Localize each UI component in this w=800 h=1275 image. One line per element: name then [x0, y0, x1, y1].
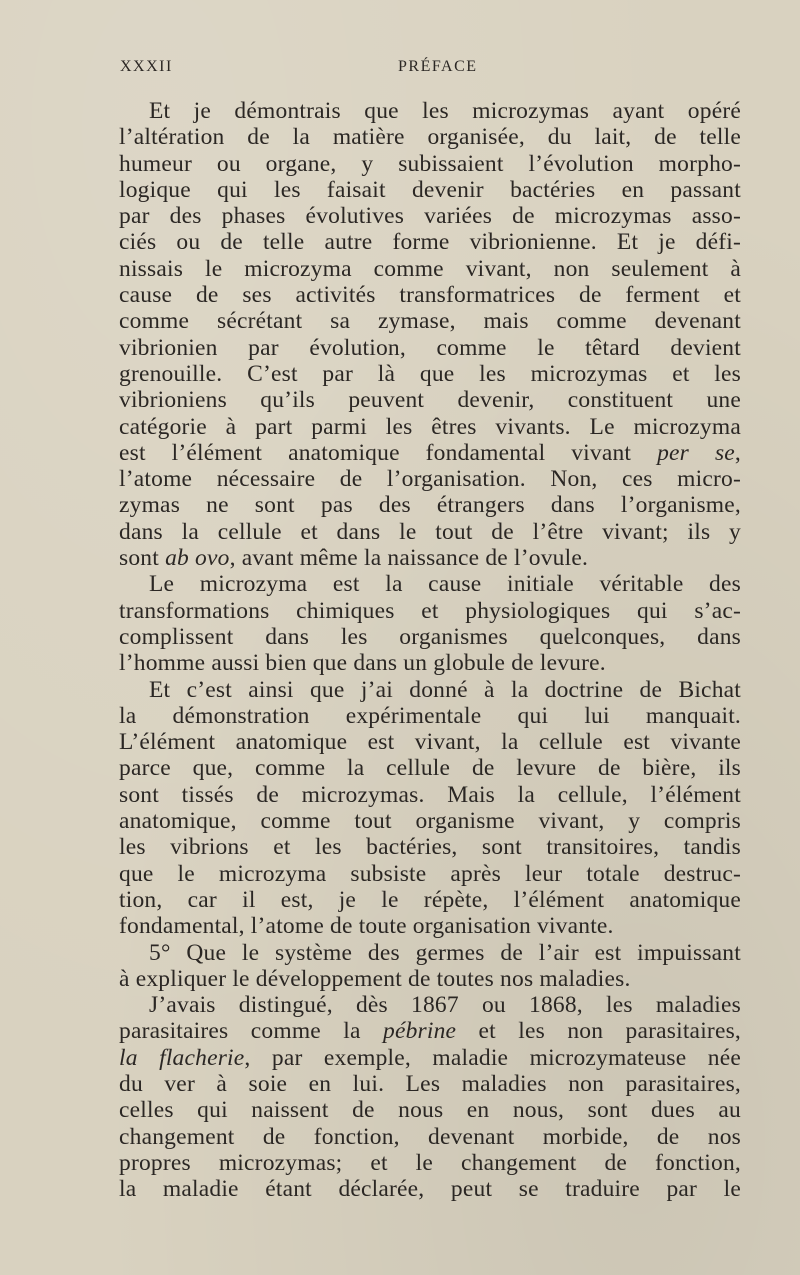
text-line: cause de ses activités transformatrices de ferment et	[119, 282, 741, 309]
text-line: du ver à soie en lui. Les maladies non parasitaires,	[119, 1070, 741, 1097]
italic-term: la flacherie	[119, 1044, 245, 1071]
text-line	[119, 440, 741, 466]
text-line: transformations chimiques et physiologiques qui s’ac-	[119, 597, 741, 624]
text-line: Et c’est ainsi que j’ai donné à la doctrine de Bichat	[149, 676, 741, 703]
text-line: changement de fonction, devenant morbide, de nos	[119, 1123, 741, 1150]
text-line: Et je démontrais que les microzymas ayant opéré	[149, 98, 741, 124]
text-line: dans la cellule et dans le tout de l’être vivant; ils y	[119, 518, 741, 545]
text-line: que le microzyma subsiste après leur totale destruc-	[119, 860, 741, 887]
text-line: l’homme aussi bien que dans un globule de levure.	[119, 650, 606, 677]
text-line: logique qui les faisait devenir bactéries en passant	[119, 176, 741, 203]
running-title: PRÉFACE	[398, 58, 478, 75]
italic-term: pébrine	[383, 1018, 457, 1045]
text-line: L’élément anatomique est vivant, la cellule est vivante	[119, 729, 741, 756]
text-segment: parasitaires comme la	[119, 1018, 383, 1045]
running-head	[120, 58, 740, 82]
text-line: la maladie étant déclarée, peut se traduire par le	[119, 1176, 741, 1203]
text-line: Le microzyma est la cause initiale véritable des	[149, 571, 741, 598]
page-number: XXXII	[120, 58, 173, 75]
text-line: complissent dans les organismes quelconques, dans	[119, 623, 741, 650]
text-line: comme sécrétant sa zymase, mais comme devenant	[119, 308, 741, 335]
text-line: celles qui naissent de nous en nous, sont dues au	[119, 1097, 741, 1124]
italic-term: per se	[657, 439, 735, 466]
text-line: l’altération de la matière organisée, du lait, de telle	[119, 124, 741, 151]
text-line: fondamental, l’atome de toute organisation vivante.	[119, 913, 614, 940]
text-line: les vibrions et les bactéries, sont transitoires, tandis	[119, 834, 741, 861]
body-text	[119, 98, 741, 1202]
italic-term: ab ovo	[165, 545, 230, 572]
text-line: zymas ne sont pas des étrangers dans l’organisme,	[119, 492, 741, 519]
text-line: parce que, comme la cellule de levure de bière, ils	[119, 755, 741, 782]
text-segment: , par exemple, maladie microzymateuse née	[244, 1044, 741, 1071]
text-line: 5° Que le système des germes de l’air est impuissant	[149, 939, 741, 966]
text-line: humeur ou organe, y subissaient l’évolution morpho-	[119, 150, 741, 177]
text-line: l’atome nécessaire de l’organisation. Non, ces micro-	[119, 466, 741, 493]
text-line: à expliquer le développement de toutes nos maladies.	[119, 965, 631, 992]
text-segment: sont	[119, 545, 166, 572]
text-line: propres microzymas; et le changement de fonction,	[119, 1149, 741, 1176]
text-line: vibrionien par évolution, comme le têtard devient	[119, 334, 741, 361]
text-line: catégorie à part parmi les êtres vivants. Le microzyma	[119, 413, 741, 440]
text-line	[119, 545, 741, 571]
text-line: grenouille. C’est par là que les microzymas et les	[119, 360, 741, 387]
text-line: tion, car il est, je le répète, l’élément anatomique	[119, 886, 741, 913]
text-line: vibrioniens qu’ils peuvent devenir, constituent une	[119, 387, 741, 414]
text-line: sont tissés de microzymas. Mais la cellule, l’élément	[119, 781, 741, 808]
text-segment: , avant même la naissance de l’ovule.	[229, 545, 589, 572]
text-line: nissais le microzyma comme vivant, non seulement à	[119, 255, 741, 282]
text-line: anatomique, comme tout organisme vivant, y compris	[119, 808, 741, 835]
text-line: J’avais distingué, dès 1867 ou 1868, les maladies	[149, 992, 741, 1019]
text-line: ciés ou de telle autre forme vibrionienne. Et je défi-	[119, 229, 741, 256]
text-line	[119, 1045, 741, 1071]
text-segment: ,	[734, 439, 741, 466]
text-segment: et les non parasitaires,	[456, 1018, 741, 1045]
text-line: par des phases évolutives variées de microzymas asso-	[119, 203, 741, 230]
text-segment: est l’élément anatomique fondamental vivant	[119, 439, 658, 466]
text-line: la démonstration expérimentale qui lui manquait.	[119, 702, 741, 729]
text-line	[119, 1018, 741, 1044]
